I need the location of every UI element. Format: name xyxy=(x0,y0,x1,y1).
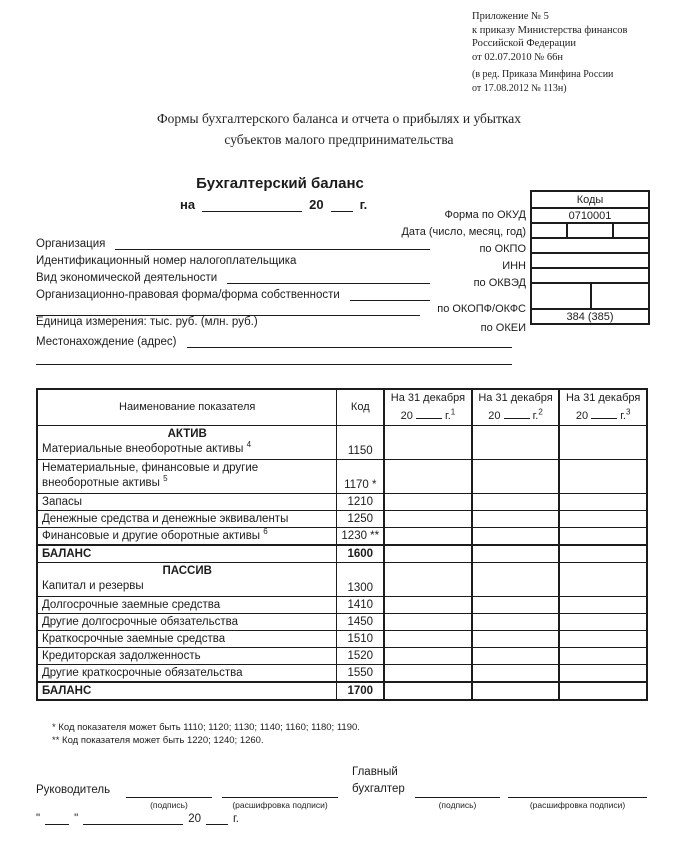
row-name xyxy=(37,460,337,494)
field-legal-form-label: Организационно-правовая форма/форма собственности xyxy=(36,289,340,301)
value-cell xyxy=(472,511,560,528)
footnotes xyxy=(52,721,360,747)
quote-open: " xyxy=(36,813,41,825)
chief-name-line xyxy=(508,797,647,798)
chief-sign-caption: (подпись) xyxy=(438,800,477,810)
table-row-passiv-1300 xyxy=(37,563,647,597)
row-code: 1300 xyxy=(337,563,384,597)
heading-line: Формы бухгалтерского баланса и отчета о прибылях и убытках xyxy=(157,111,521,126)
row-code: 1510 xyxy=(337,631,384,648)
row-name xyxy=(37,426,337,460)
row-name: Долгосрочные заемные средства xyxy=(37,597,337,614)
day-blank-line xyxy=(45,812,69,825)
row-name: Краткосрочные заемные средства xyxy=(37,631,337,648)
field-tax-number xyxy=(36,255,296,267)
table-row-balans-1700 xyxy=(37,682,647,700)
field-address-label: Местонахождение (адрес) xyxy=(36,336,177,348)
section-title: ПАССИВ xyxy=(162,565,212,577)
date-superscript: 3 xyxy=(626,407,631,417)
date-header-line1: На 31 декабря xyxy=(390,392,466,404)
row-code: 1520 xyxy=(337,648,384,665)
value-cell xyxy=(472,682,560,700)
year-suffix: г. xyxy=(532,410,539,422)
row-name xyxy=(37,528,337,545)
field-unit-label: Единица измерения: тыс. руб. (млн. руб.) xyxy=(36,316,258,328)
address-blank-line xyxy=(187,335,513,348)
value-cell xyxy=(384,665,472,682)
value-cell xyxy=(384,648,472,665)
value-cell xyxy=(472,631,560,648)
field-tax-number-label: Идентификационный номер налогоплательщика xyxy=(36,255,297,267)
year-blank-line xyxy=(206,812,228,825)
codes-box xyxy=(530,190,650,325)
row-superscript: 5 xyxy=(163,474,168,484)
field-activity-label: Вид экономической деятельности xyxy=(36,272,218,284)
label-okopf: по ОКОПФ/ОКФС xyxy=(437,303,526,315)
document-date-line xyxy=(36,812,239,825)
value-cell xyxy=(472,528,560,545)
value-cell xyxy=(559,597,647,614)
row-name-text: Нематериальные, финансовые и другие внеоборотные активы xyxy=(42,462,259,489)
label-okpo: по ОКПО xyxy=(479,243,526,255)
row-name: Другие долгосрочные обязательства xyxy=(37,614,337,631)
row-superscript: 4 xyxy=(246,440,252,450)
value-cell xyxy=(472,614,560,631)
value-cell xyxy=(384,545,472,563)
year-prefix: 20 xyxy=(488,410,501,422)
codes-header-cell: Коды xyxy=(576,193,604,206)
col-header-date-2 xyxy=(472,389,560,426)
table-row-1170 xyxy=(37,460,647,494)
appendix-line: от 17.08.2012 № 113н) xyxy=(472,82,567,94)
row-code: 1170 * xyxy=(337,460,384,494)
value-cell xyxy=(559,528,647,545)
value-cell xyxy=(559,631,647,648)
chief-accountant-label-line1: Главный xyxy=(352,766,398,778)
footnote-line: ** Код показателя может быть 1220; 1240; 1260. xyxy=(52,735,264,746)
appendix-line: от 02.07.2010 № 66н xyxy=(472,51,563,63)
row-name: БАЛАНС xyxy=(37,545,337,563)
value-cell xyxy=(384,460,472,494)
value-cell xyxy=(472,460,560,494)
table-row-1550 xyxy=(37,665,647,682)
date-month-cell xyxy=(566,224,612,237)
value-cell xyxy=(472,494,560,511)
okud-value-cell: 0710001 xyxy=(532,207,648,222)
document-heading xyxy=(0,108,678,150)
row-superscript: 6 xyxy=(263,526,268,536)
row-name-text: Капитал и резервы xyxy=(42,580,144,592)
row-name: Денежные средства и денежные эквиваленты xyxy=(37,511,337,528)
year-blank-line xyxy=(591,406,617,419)
activity-blank-line xyxy=(227,271,430,284)
table-header-row xyxy=(37,389,647,426)
value-cell xyxy=(559,682,647,700)
year-blank-line xyxy=(504,406,530,419)
year-blank-line xyxy=(416,406,442,419)
field-address xyxy=(36,335,512,348)
director-name-caption: (расшифровка подписи) xyxy=(232,800,328,810)
row-name: Другие краткосрочные обязательства xyxy=(37,665,337,682)
year-prefix: 20 xyxy=(400,410,413,422)
year-suffix: г. xyxy=(232,813,239,825)
row-code: 1250 xyxy=(337,511,384,528)
label-inn: ИНН xyxy=(502,260,526,272)
appendix-line: (в ред. Приказа Минфина России xyxy=(472,69,614,80)
field-organization xyxy=(36,237,430,250)
value-cell xyxy=(384,614,472,631)
value-cell xyxy=(559,460,647,494)
heading-line: субъектов малого предпринимательства xyxy=(224,132,454,147)
value-cell xyxy=(559,614,647,631)
field-organization-label: Организация xyxy=(36,238,106,250)
footnote-line: * Код показателя может быть 1110; 1120; 1130; 1140; 1160; 1180; 1190. xyxy=(52,722,360,733)
col-header-code: Код xyxy=(337,389,384,426)
table-row-1450 xyxy=(37,614,647,631)
row-code: 1210 xyxy=(337,494,384,511)
year-suffix: г. xyxy=(445,410,451,422)
date-superscript: 2 xyxy=(538,407,543,417)
month-blank-line xyxy=(83,812,183,825)
year-suffix: г. xyxy=(620,410,626,422)
table-row-1230 xyxy=(37,528,647,545)
value-cell xyxy=(472,545,560,563)
date-day-cell xyxy=(532,224,566,237)
chief-name-caption: (расшифровка подписи) xyxy=(529,800,626,810)
row-name: Запасы xyxy=(37,494,337,511)
value-cell xyxy=(559,494,647,511)
col-header-date-1 xyxy=(384,389,472,426)
value-cell xyxy=(472,597,560,614)
appendix-line: Российской Федерации xyxy=(472,38,576,49)
on-prefix: на xyxy=(180,197,196,212)
value-cell xyxy=(384,563,472,597)
date-header-line2 xyxy=(477,406,555,424)
date-header-line1: На 31 декабря xyxy=(478,392,553,404)
appendix-line: Приложение № 5 xyxy=(472,11,549,22)
legal-form-blank-line xyxy=(350,288,430,301)
organization-blank-line xyxy=(115,237,430,250)
value-cell xyxy=(384,494,472,511)
date-superscript: 1 xyxy=(450,407,456,417)
director-sign-line xyxy=(126,797,212,798)
value-cell xyxy=(384,682,472,700)
inn-value-cell xyxy=(532,252,648,267)
chief-accountant-label-line2: бухгалтер xyxy=(352,783,405,795)
row-code: 1600 xyxy=(337,545,384,563)
date-year-cell xyxy=(612,224,648,237)
table-row-1210 xyxy=(37,494,647,511)
field-legal-form xyxy=(36,288,430,301)
year-suffix: г. xyxy=(359,197,368,212)
value-cell xyxy=(384,597,472,614)
okfs-cell xyxy=(590,284,648,308)
form-title: Бухгалтерский баланс xyxy=(196,175,364,192)
appendix-line: к приказу Министерства финансов xyxy=(472,24,628,36)
chief-sign-line xyxy=(415,797,500,798)
value-cell xyxy=(472,426,560,460)
field-activity xyxy=(36,271,430,284)
table-row-balans-1600 xyxy=(37,545,647,563)
row-name-text: Финансовые и другие оборотные активы xyxy=(42,529,261,542)
col-header-name: Наименование показателя xyxy=(37,389,337,426)
label-okved: по ОКВЭД xyxy=(473,277,526,289)
col-header-date-3 xyxy=(559,389,647,426)
year-prefix: 20 xyxy=(188,813,201,825)
director-name-line xyxy=(222,797,338,798)
table-row-1410 xyxy=(37,597,647,614)
date-header-line2 xyxy=(389,406,467,424)
year-prefix: 20 xyxy=(575,410,589,422)
value-cell xyxy=(384,528,472,545)
value-cell xyxy=(384,426,472,460)
value-cell xyxy=(559,648,647,665)
row-name-text: Материальные внеоборотные активы xyxy=(42,443,244,455)
quote-close: " xyxy=(74,813,79,825)
director-sign-caption: (подпись) xyxy=(150,800,188,810)
table-row-aktiv-1150 xyxy=(37,426,647,460)
okved-value-cell xyxy=(532,267,648,282)
row-code: 1550 xyxy=(337,665,384,682)
date-cells-row xyxy=(532,222,648,237)
value-cell xyxy=(384,511,472,528)
value-cell xyxy=(472,648,560,665)
label-okud: Форма по ОКУД xyxy=(444,209,526,221)
label-date: Дата (число, месяц, год) xyxy=(401,226,526,238)
row-code: 1230 ** xyxy=(337,528,384,545)
row-name xyxy=(37,563,337,597)
okopf-okfs-cells-row xyxy=(532,282,648,308)
date-header-line2 xyxy=(564,406,642,424)
okpo-value-cell xyxy=(532,237,648,252)
value-cell xyxy=(559,511,647,528)
date-header-line1: На 31 декабря xyxy=(565,392,641,404)
okei-value-cell: 384 (385) xyxy=(532,308,648,323)
okopf-cell xyxy=(532,284,590,308)
section-title: АКТИВ xyxy=(167,428,207,440)
label-okei: по ОКЕИ xyxy=(480,322,526,334)
row-code: 1450 xyxy=(337,614,384,631)
director-label: Руководитель xyxy=(36,784,111,796)
value-cell xyxy=(559,426,647,460)
value-cell xyxy=(384,631,472,648)
value-cell xyxy=(559,563,647,597)
row-code: 1410 xyxy=(337,597,384,614)
row-name: БАЛАНС xyxy=(37,682,337,700)
table-row-1510 xyxy=(37,631,647,648)
value-cell xyxy=(559,665,647,682)
balance-table xyxy=(36,388,648,701)
row-name: Кредиторская задолженность xyxy=(37,648,337,665)
year-prefix: 20 xyxy=(309,197,324,212)
field-unit xyxy=(36,316,258,328)
row-code: 1700 xyxy=(337,682,384,700)
row-code: 1150 xyxy=(337,426,384,460)
address-continuation-line xyxy=(36,364,512,365)
table-row-1520 xyxy=(37,648,647,665)
appendix-reference-block xyxy=(472,10,628,95)
value-cell xyxy=(559,545,647,563)
value-cell xyxy=(472,665,560,682)
table-row-1250 xyxy=(37,511,647,528)
value-cell xyxy=(472,563,560,597)
